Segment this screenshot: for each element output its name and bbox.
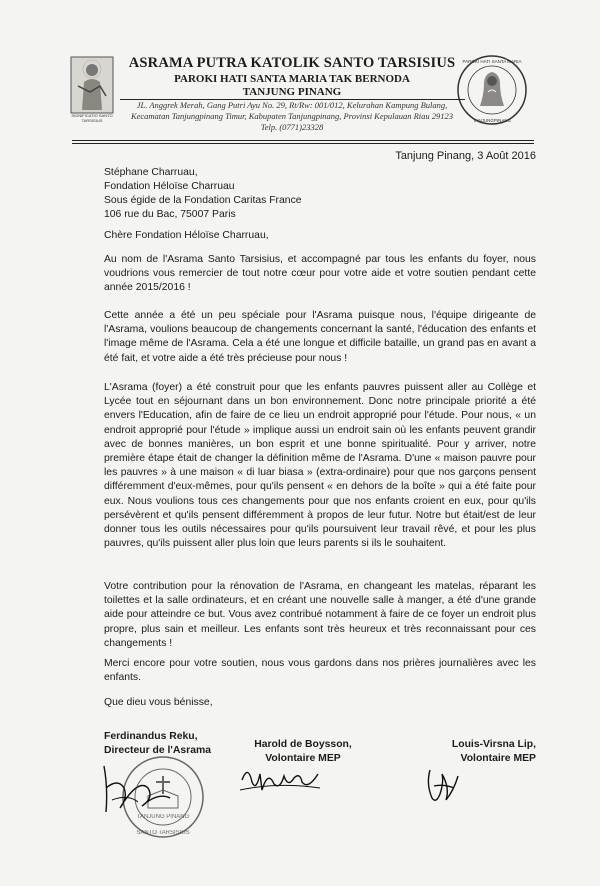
signatory-role: Directeur de l'Asrama <box>104 745 212 756</box>
letterhead-address-line2: Kecamatan Tanjungpinang Timur, Kabupaten Tanjungpinang, Provinsi Kepulauan Riau 29123 <box>130 111 454 121</box>
letterhead-title: ASRAMA PUTRA KATOLIK SANTO TARSISIUS <box>128 55 456 71</box>
letterhead-parish: PAROKI HATI SANTA MARIA TAK BERNODA <box>174 73 410 85</box>
saint-tarsisius-logo <box>70 56 114 114</box>
letterhead-rule-thin <box>72 143 534 144</box>
logo-caption: SIGNIFICATIO SANTO TARSISIUS <box>71 113 113 123</box>
letterhead-phone: Telp. (0771)23328 <box>260 122 324 132</box>
paragraph: Au nom de l'Asrama Santo Tarsisius, et accompagné par tous les enfants du foyer, nous voudrions vous remercier de tout notre cœur pour votre aide et votre soutien pendant cette année 2015/2016 ! <box>104 254 536 294</box>
signatory-role: Volontaire MEP <box>265 753 341 764</box>
recipient-line: Sous égide de la Fondation Caritas France <box>104 195 302 206</box>
svg-text:TANJUNGPINANG: TANJUNGPINANG <box>472 118 512 123</box>
recipient-block <box>104 166 302 222</box>
signatory-role: Volontaire MEP <box>460 753 536 764</box>
letterhead-city: TANJUNG PINANG <box>242 86 342 98</box>
signatory-name: Ferdinandus Reku, <box>104 731 198 742</box>
signatory-volunteer-2 <box>400 738 536 766</box>
signatory-name: Louis-Virsna Lip, <box>451 739 536 750</box>
paragraph: L'Asrama (foyer) a été construit pour que les enfants pauvres puissent aller au Collège et Lycée tout en séjournant dans un bon environnement. Donc notre principale priorité a été envers l'Education, afin de faire de ce lieu un endroit approprié pour l'étude. Pour nous, « un endroit approprié pour l'étude » implique aussi un endroit sain où les enfants peuvent grandir avec de bonnes manières, un bon esprit et une bonne spiritualité. Pour y arriver, notre première étape était de changer la définition même de l'Asrama. D'une « maison pauvre pour les pauvres » à une maison « di luar biasa » (extra-ordinaire) pour que nos garçons pensent différemment d'eux-mêmes, pour qu'ils pensent « en dehors de la boîte » qui a été faite pour eux. Nous voulions tous ces changements pour que nos enfants croient en eux, pour qu'ils persévèrent et qu'ils pensent différemment à propos de leur futur. Notre but était/est de leur donner tous les outils nécessaires pour qu'ils poursuivent leur travail rêvé, et pour les plus pauvres, qu'ils puissent aller plus loin que leurs parents si ils le souhaitent. <box>104 382 536 550</box>
date-line: Tanjung Pinang, 3 Août 2016 <box>395 150 536 162</box>
letterhead-rule <box>72 140 534 141</box>
greeting: Chère Fondation Héloïse Charruau, <box>104 230 269 241</box>
letterhead-address-line1: JL. Anggrek Merah, Gang Putri Ayu No. 29, Rt/Rw: 001/012, Kelurahan Kampung Bulang, <box>136 100 448 110</box>
paragraph: Merci encore pour votre soutien, nous vous gardons dans nos prières journalières avec les enfants. <box>104 658 536 684</box>
signature-director-icon <box>98 758 178 818</box>
paragraph: Cette année a été un peu spéciale pour l'Asrama puisque nous, l'équipe dirigeante de l'Asrama, voulions beaucoup de changements concernant la santé, l'éducation des enfants et l'image même de l'Asrama. Cela a été une longue et difficile bataille, un grand pas en avant a été fait, et votre aide a été très précieuse pour nous ! <box>104 310 536 364</box>
recipient-line: Stéphane Charruau, <box>104 167 198 178</box>
signature-louis-icon <box>420 764 464 808</box>
closing-line: Que dieu vous bénisse, <box>104 697 213 708</box>
svg-text:SANTO TARSISIUS: SANTO TARSISIUS <box>136 830 190 836</box>
recipient-line: Fondation Héloïse Charruau <box>104 181 235 192</box>
svg-text:TANJUNG PINANG: TANJUNG PINANG <box>136 814 190 820</box>
signatory-name: Harold de Boysson, <box>254 739 352 750</box>
svg-text:PAROKI HATI SANTA MARIA: PAROKI HATI SANTA MARIA <box>462 59 522 64</box>
paragraph: Votre contribution pour la rénovation de l'Asrama, en changeant les matelas, réparant les toilettes et la salle ordinateurs, et en créant une nouvelle salle à manger, a été d'une grande aide pour atteindre ce but. Vous avez contribué notamment à faire de ce foyer un endroit plus propre, plus sain et meilleur. Les enfants sont très heureux et très reconnaissant pour ces changements ! <box>104 581 536 649</box>
signatory-director <box>104 730 211 758</box>
signature-harold-icon <box>238 760 322 796</box>
recipient-line: 106 rue du Bac, 75007 Paris <box>104 209 236 220</box>
